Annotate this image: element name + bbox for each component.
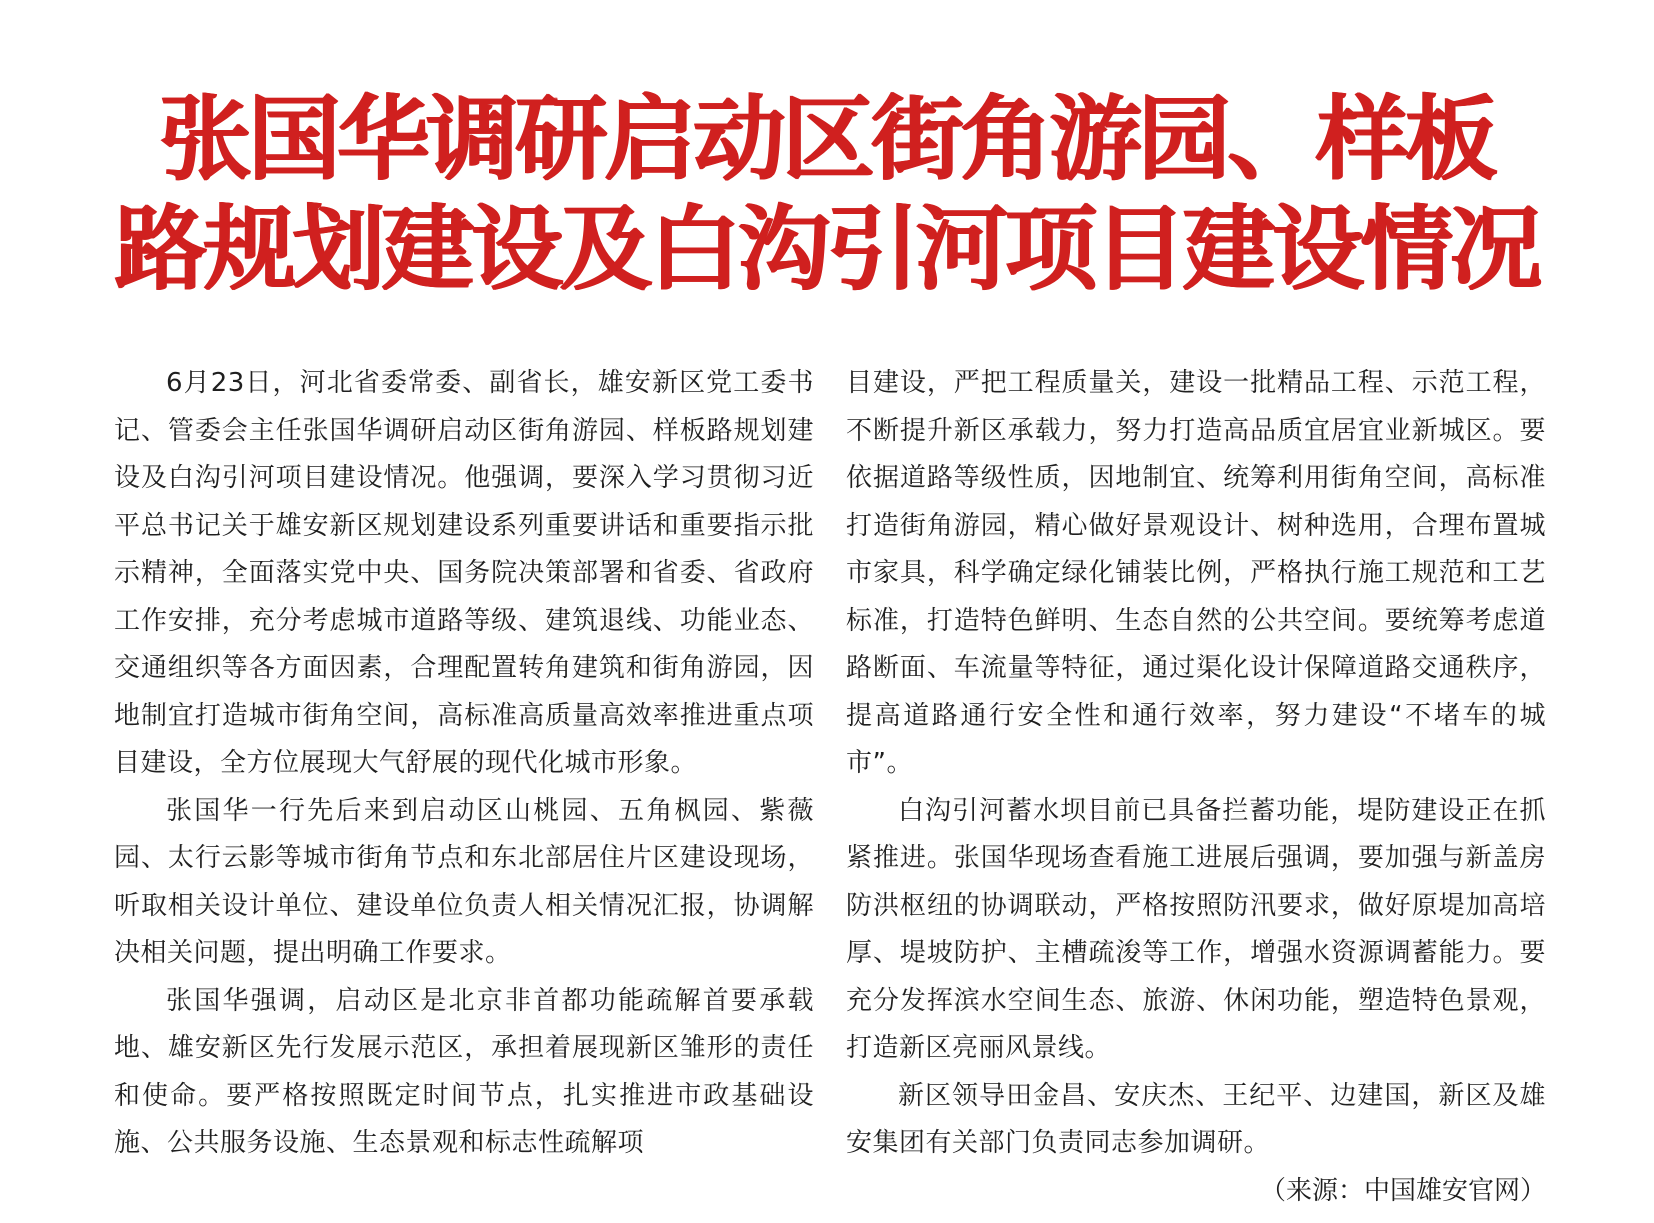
article-headline	[100, 84, 1554, 304]
paragraph-site-visit: 张国华一行先后来到启动区山桃园、五角枫园、紫薇园、太行云影等城市街角节点和东北部居住片区建设现场，听取相关设计单位、建设单位负责人相关情况汇报，协调解决相关问题，提出明确工作要求。	[114, 795, 814, 968]
article-body-right-column	[846, 360, 1546, 1168]
article-body-left-column	[114, 360, 814, 1168]
headline-line-1: 张国华调研启动区街角游园、样板	[159, 85, 1495, 193]
paragraph-emphasis: 张国华强调，启动区是北京非首都功能疏解首要承载地、雄安新区先行发展示范区，承担着展现新区雏形的责任和使命。要严格按照既定时间节点，扎实推进市政基础设施、公共服务设施、生态景观和标志性疏解项	[114, 985, 814, 1158]
paragraph-emphasis-continued: 目建设，严把工程质量关，建设一批精品工程、示范工程，不断提升新区承载力，努力打造高品质宜居宜业新城区。要依据道路等级性质，因地制宜、统筹利用街角空间，高标准打造街角游园，精心做好景观设计、树种选用，合理布置城市家具，科学确定绿化铺装比例，严格执行施工规范和工艺标准，打造特色鲜明、生态自然的公共空间。要统筹考虑道路断面、车流量等特征，通过渠化设计保障道路交通秩序，提高道路通行安全性和通行效率，努力建设“不堵车的城市”。	[846, 368, 1546, 778]
paragraph-baigou-river: 白沟引河蓄水坝目前已具备拦蓄功能，堤防建设正在抓紧推进。张国华现场查看施工进展后强调，要加强与新盖房防洪枢纽的协调联动，严格按照防汛要求，做好原堤加高培厚、堤坡防护、主槽疏浚等工作，增强水资源调蓄能力。要充分发挥滨水空间生态、旅游、休闲功能，塑造特色景观，打造新区亮丽风景线。	[846, 795, 1546, 1063]
paragraph-attendees: 新区领导田金昌、安庆杰、王纪平、边建国，新区及雄安集团有关部门负责同志参加调研。	[846, 1080, 1546, 1158]
headline-line-2: 路规划建设及白沟引河项目建设情况	[114, 195, 1539, 303]
paragraph-intro: 6月23日，河北省委常委、副省长，雄安新区党工委书记、管委会主任张国华调研启动区街角游园、样板路规划建设及白沟引河项目建设情况。他强调，要深入学习贯彻习近平总书记关于雄安新区规划建设系列重要讲话和重要指示批示精神，全面落实党中央、国务院决策部署和省委、省政府工作安排，充分考虑城市道路等级、建筑退线、功能业态、交通组织等各方面因素，合理配置转角建筑和街角游园，因地制宜打造城市街角空间，高标准高质量高效率推进重点项目建设，全方位展现大气舒展的现代化城市形象。	[114, 368, 814, 778]
article-source: （来源：中国雄安官网）	[1259, 1176, 1546, 1206]
